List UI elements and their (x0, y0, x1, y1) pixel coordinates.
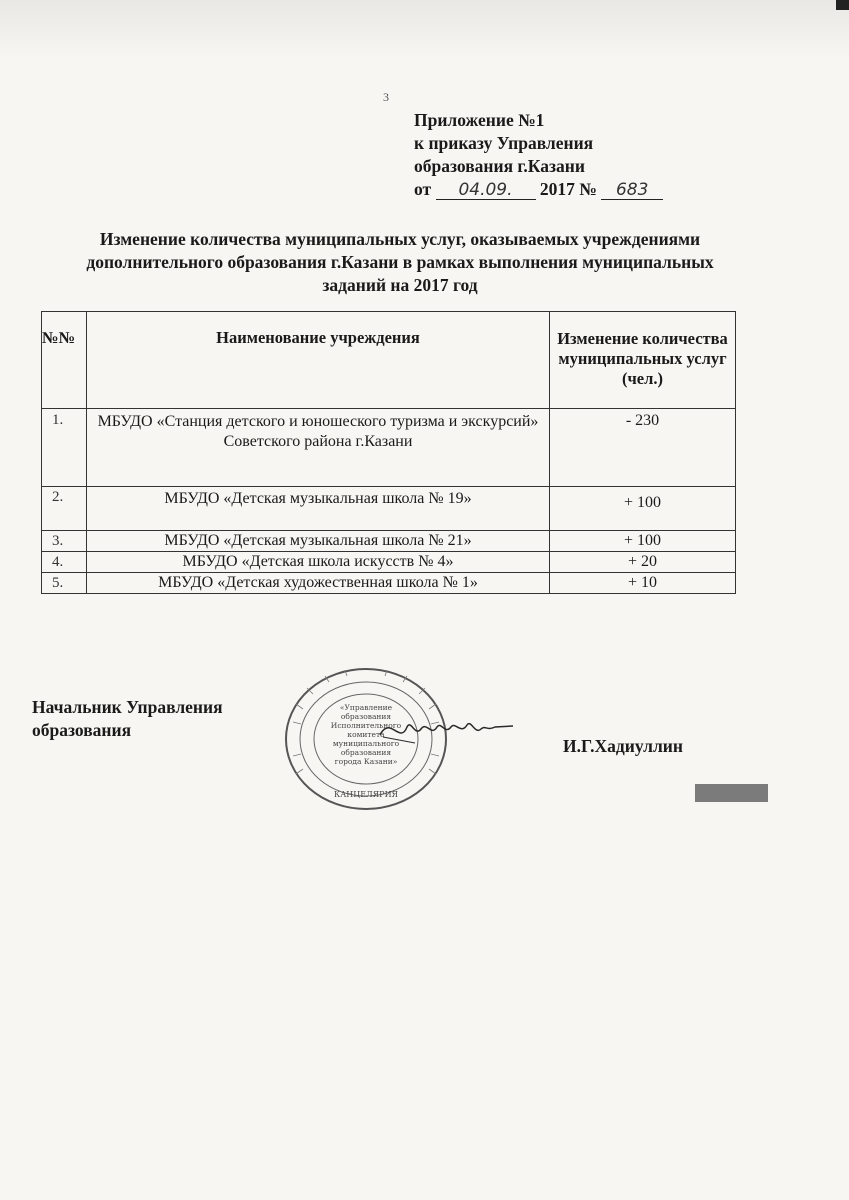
year-number-label: 2017 № (539, 179, 597, 199)
row-number: 2. (42, 487, 87, 531)
row-number: 4. (42, 552, 87, 573)
signer-position (32, 696, 223, 742)
row-number: 3. (42, 531, 87, 552)
table-row (42, 487, 736, 531)
scan-shadow (0, 0, 849, 60)
stamp-line: образования (340, 712, 392, 721)
institution-name: МБУДО «Детская школа искусств № 4» (87, 552, 550, 573)
scan-artifact (695, 784, 768, 802)
table-row (42, 552, 736, 573)
appendix-title: Приложение №1 (414, 110, 545, 130)
table-row (42, 573, 736, 594)
page-number: 3 (383, 90, 389, 104)
institution-name: МБУДО «Станция детского и юношеского туризма и экскурсий» Советского района г.Казани (87, 409, 550, 487)
stamp-line: «Управление (339, 703, 393, 712)
appendix-order-ref: к приказу Управления (414, 133, 594, 153)
handwritten-order-number: 683 (601, 181, 663, 200)
header-number: №№ (42, 312, 87, 409)
change-value: + 20 (550, 552, 736, 573)
stamp-line: города Казани» (334, 757, 398, 766)
appendix-date-line (414, 178, 663, 201)
row-number: 5. (42, 573, 87, 594)
appendix-header (414, 109, 663, 201)
signer-position-line1: Начальник Управления (32, 697, 223, 717)
institution-name: МБУДО «Детская музыкальная школа № 21» (87, 531, 550, 552)
change-value: + 10 (550, 573, 736, 594)
institution-name: МБУДО «Детская художественная школа № 1» (87, 573, 550, 594)
change-value: + 100 (550, 531, 736, 552)
handwritten-date: 04.09. (436, 181, 536, 200)
table-row (42, 409, 736, 487)
stamp-line: образования (340, 748, 392, 757)
signer-position-line2: образования (32, 720, 132, 740)
stamp-line: муниципального (332, 739, 400, 748)
row-number: 1. (42, 409, 87, 487)
table-header-row (42, 312, 736, 409)
services-table (41, 311, 736, 594)
change-value: - 230 (550, 409, 736, 487)
signer-name: И.Г.Хадиуллин (563, 736, 683, 756)
institution-name: МБУДО «Детская музыкальная школа № 19» (87, 487, 550, 531)
handwritten-signature (375, 705, 515, 760)
header-institution: Наименование учреждения (87, 312, 550, 409)
document-title: Изменение количества муниципальных услуг, оказываемых учреждениями дополнительного образования г.Казани в рамках выполнения муниципальных заданий на 2017 год (86, 229, 714, 295)
change-value: + 100 (550, 487, 736, 531)
scan-corner-mark (836, 0, 849, 10)
header-change: Изменение количества муниципальных услуг (чел.) (550, 312, 736, 409)
stamp-line: Исполнительного (330, 721, 402, 730)
appendix-department: образования г.Казани (414, 156, 585, 176)
stamp-bottom-text: КАНЦЕЛЯРИЯ (334, 790, 398, 799)
date-prefix: от (414, 179, 432, 199)
table-row (42, 531, 736, 552)
stamp-line: комитета (347, 730, 385, 739)
